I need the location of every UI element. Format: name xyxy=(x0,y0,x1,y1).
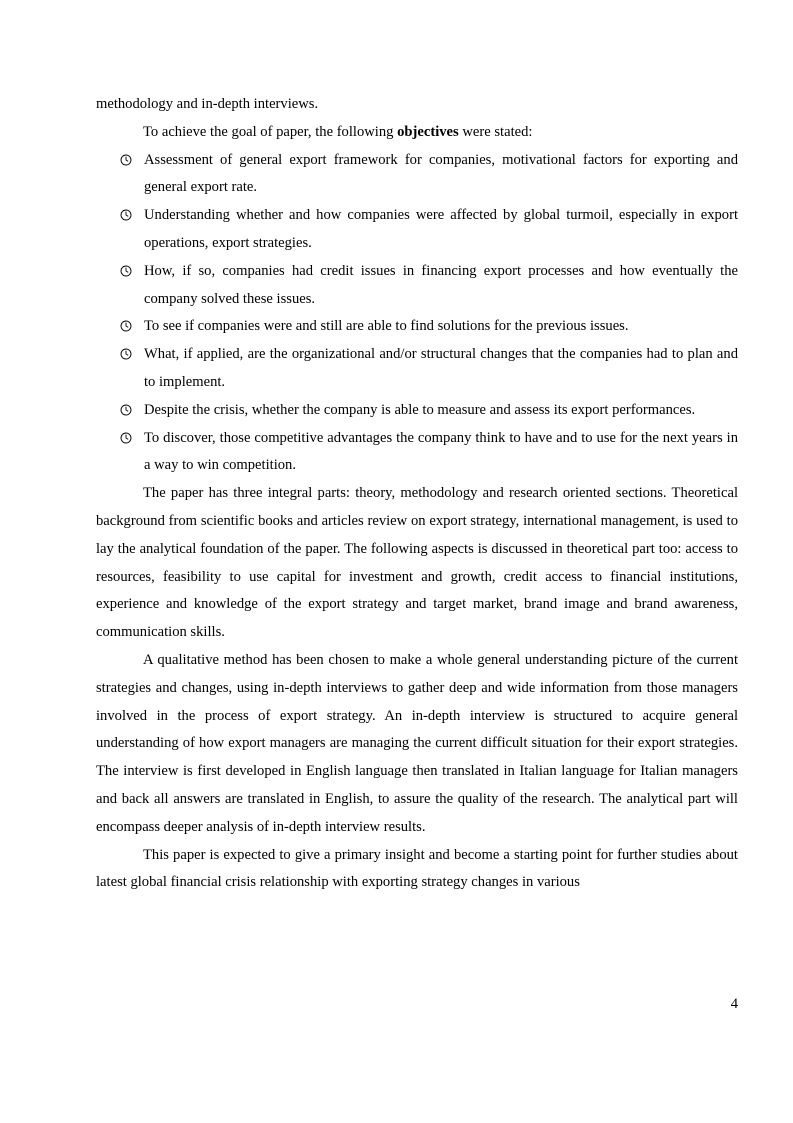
continuation-line: methodology and in-depth interviews. xyxy=(96,96,319,112)
paragraph-method: A qualitative method has been chosen to make a whole general understanding picture of the current strategies and changes, using in-depth interviews to gather deep and wide information from those managers involved in the process of export strategy. An in-depth interview is structured to acquire general understanding of how export managers are managing the current difficult situation for their export strategies. The interview is first developed in English language then translated in Italian language for Italian managers and back all answers are translated in English, to assure the quality of the research. The analytical part will encompass deeper analysis of in-depth interview results. xyxy=(96,651,738,835)
paragraph-expectation: This paper is expected to give a primary insight and become a starting point for further studies about latest global financial crisis relationship with exporting strategy changes in various xyxy=(96,846,738,891)
list-item xyxy=(96,258,738,314)
objectives-list xyxy=(96,147,738,481)
list-item xyxy=(96,147,738,203)
objective-text: How, if so, companies had credit issues in financing export processes and how eventually the company solved these issues. xyxy=(144,262,738,307)
clock-bullet-icon xyxy=(120,432,132,444)
objective-text: What, if applied, are the organizational and/or structural changes that the companies had to plan and to implement. xyxy=(144,346,738,390)
objective-text: Assessment of general export framework for companies, motivational factors for exporting and general export rate. xyxy=(144,151,738,196)
objective-text: Understanding whether and how companies were affected by global turmoil, especially in export operations, export strategies. xyxy=(144,207,738,251)
list-item xyxy=(96,313,738,341)
objective-text: To see if companies were and still are able to find solutions for the previous issues. xyxy=(144,318,629,335)
paragraph-structure: The paper has three integral parts: theory, methodology and research oriented sections. Theoretical background from scientific books and articles review on export strategy, international management, is used to lay the analytical foundation of the paper. The following aspects is discussed in theoretical part too: access to resources, feasibility to use capital for investment and growth, credit access to financial institutions, experience and knowledge of the export strategy and target market, brand image and brand awareness, communication skills. xyxy=(96,485,738,641)
clock-bullet-icon xyxy=(120,320,132,332)
list-item xyxy=(96,202,738,258)
list-item xyxy=(96,341,738,397)
list-item xyxy=(96,425,738,481)
objectives-intro xyxy=(96,119,738,147)
clock-bullet-icon xyxy=(120,154,132,166)
objectives-intro-before: To achieve the goal of paper, the following xyxy=(143,123,398,140)
objectives-intro-after: were stated: xyxy=(458,123,533,140)
objective-text: Despite the crisis, whether the company is able to measure and assess its export performances. xyxy=(144,401,696,418)
clock-bullet-icon xyxy=(120,348,132,360)
objectives-intro-bold: objectives xyxy=(397,123,459,140)
clock-bullet-icon xyxy=(120,265,132,277)
clock-bullet-icon xyxy=(120,209,132,221)
list-item xyxy=(96,397,738,425)
clock-bullet-icon xyxy=(120,404,132,416)
document-page xyxy=(96,91,738,897)
objective-text: To discover, those competitive advantages the company think to have and to use for the next years in a way to win competition. xyxy=(144,429,738,474)
page-number: 4 xyxy=(730,996,738,1012)
